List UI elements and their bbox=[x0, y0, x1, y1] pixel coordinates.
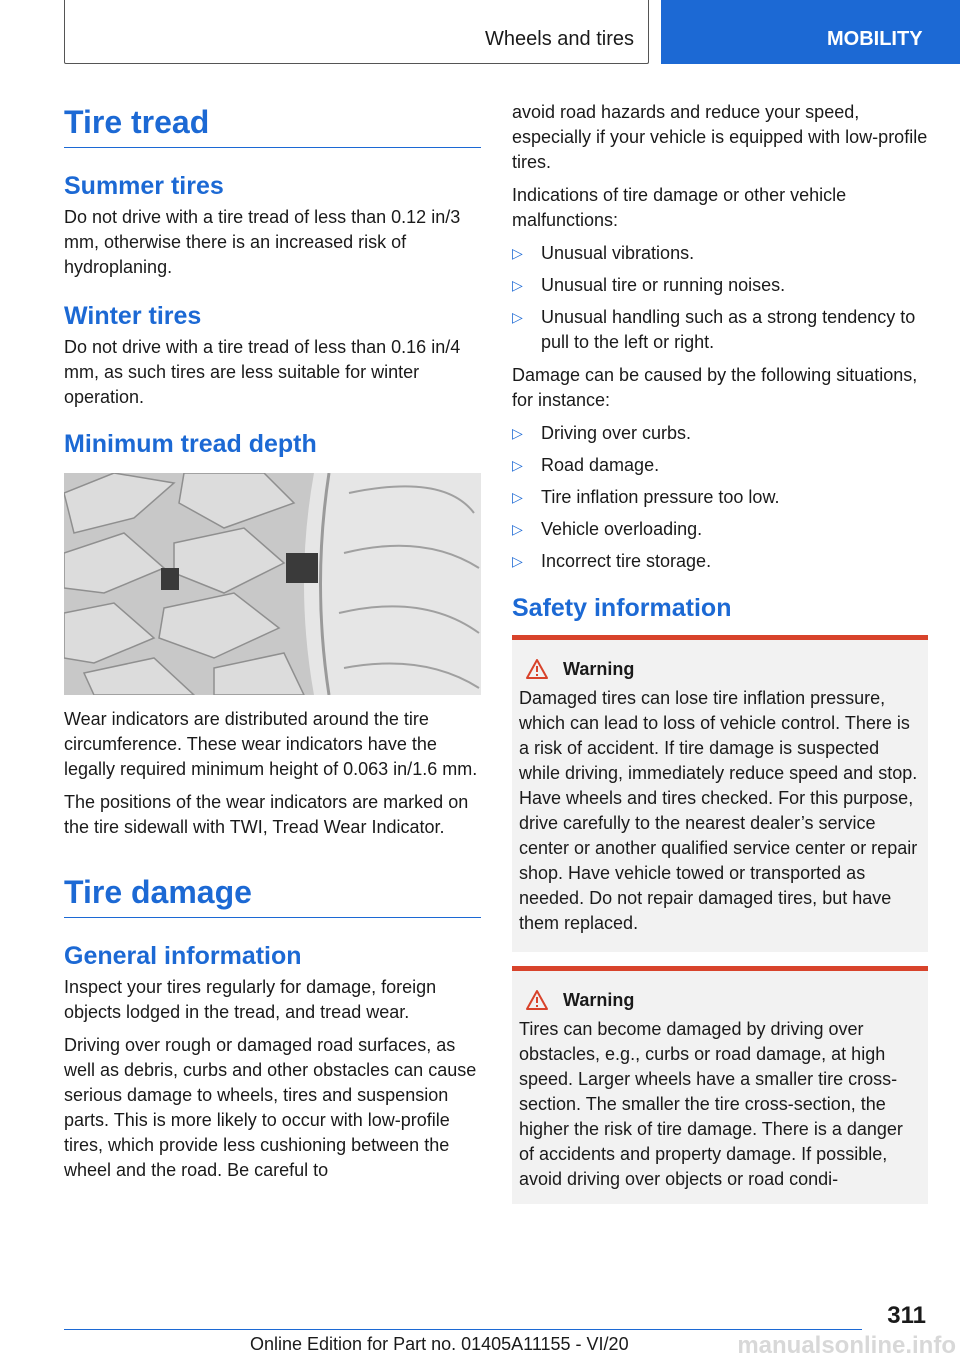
causes-list bbox=[512, 421, 928, 574]
indications-list bbox=[512, 241, 928, 355]
list-item: ▷ Incorrect tire storage. bbox=[512, 549, 928, 574]
warning-title: Warning bbox=[519, 989, 921, 1011]
triangle-bullet-icon: ▷ bbox=[512, 521, 523, 537]
title-tire-tread: Tire tread bbox=[64, 100, 481, 148]
tread-wear-indicator-image bbox=[64, 473, 481, 695]
list-item: ▷ Unusual vibrations. bbox=[512, 241, 928, 266]
causes-intro: Damage can be caused by the following situations, for instance: bbox=[512, 365, 918, 410]
list-item: ▷ Unusual tire or running noises. bbox=[512, 273, 928, 298]
heading-winter-tires: Winter tires bbox=[64, 302, 202, 330]
title-tire-damage: Tire damage bbox=[64, 870, 481, 918]
left-column bbox=[64, 100, 481, 1191]
heading-minimum-tread-depth: Minimum tread depth bbox=[64, 430, 317, 458]
min-text-2: The positions of the wear indicators are marked on the tire sidewall with TWI, Tread Wear Indicator. bbox=[64, 792, 469, 837]
watermark: manualsonline.info bbox=[737, 1332, 956, 1359]
header-chapter-tab: MOBILITY bbox=[661, 0, 960, 64]
summer-text: Do not drive with a tire tread of less than 0.12 in/3 mm, otherwise there is an increased risk of hydroplaning. bbox=[64, 207, 461, 277]
page-number: 311 bbox=[887, 1302, 926, 1329]
triangle-bullet-icon: ▷ bbox=[512, 425, 523, 441]
list-item: ▷ Unusual handling such as a strong tendency to pull to the left or right. bbox=[512, 307, 916, 352]
list-item: ▷ Tire inflation pressure too low. bbox=[512, 485, 928, 510]
warning-triangle-icon bbox=[525, 658, 549, 680]
continuation-text: avoid road hazards and reduce your speed, especially if your vehicle is equipped with low-profile tires. bbox=[512, 102, 928, 172]
triangle-bullet-icon: ▷ bbox=[512, 553, 523, 569]
heading-safety-information: Safety information bbox=[512, 594, 732, 622]
general-text-1: Inspect your tires regularly for damage, foreign objects lodged in the tread, and tread wear. bbox=[64, 977, 437, 1022]
general-text-2: Driving over rough or damaged road surfaces, as well as debris, curbs and other obstacles can cause serious damage to wheels, tires and suspension parts. This is more likely to occur with low-profile tires, which provide less cushioning between the wheel and the road. Be careful to bbox=[64, 1035, 477, 1180]
header-section-title: Wheels and tires bbox=[485, 28, 634, 50]
warning-box bbox=[512, 635, 928, 952]
list-item: ▷ Driving over curbs. bbox=[512, 421, 928, 446]
footer-divider bbox=[64, 1329, 862, 1330]
warning-text: Tires can become damaged by driving over obstacles, e.g., curbs or road damage, at high speed. Larger wheels have a smaller tire cross-section. The smaller the tire cross-section, the higher the risk of tire damage. There is a danger of accidents and property damage. If possible, avoid driving over objects or road condi- bbox=[519, 1019, 903, 1189]
heading-general-information: General information bbox=[64, 942, 302, 970]
list-item: ▷ Road damage. bbox=[512, 453, 928, 478]
warning-title: Warning bbox=[519, 658, 921, 680]
winter-text: Do not drive with a tire tread of less than 0.16 in/4 mm, as such tires are less suitable for winter operation. bbox=[64, 337, 461, 407]
footer-edition: Online Edition for Part no. 01405A11155 - VI/20 bbox=[250, 1334, 629, 1354]
triangle-bullet-icon: ▷ bbox=[512, 245, 523, 261]
warning-text: Damaged tires can lose tire inflation pressure, which can lead to loss of vehicle control. There is a risk of accident. If tire damage is suspected while driving, immediately reduce speed and stop. Have wheels and tires checked. For this purpose, drive carefully to the nearest dealer’s service center or another qualified service center or repair shop. Have vehicle towed or transported as needed. Do not repair damaged tires, but have them replaced. bbox=[519, 688, 918, 933]
triangle-bullet-icon: ▷ bbox=[512, 489, 523, 505]
indications-intro: Indications of tire damage or other vehicle malfunctions: bbox=[512, 185, 847, 230]
right-column bbox=[512, 100, 928, 1218]
triangle-bullet-icon: ▷ bbox=[512, 277, 523, 293]
header-section-box bbox=[64, 0, 649, 64]
heading-summer-tires: Summer tires bbox=[64, 172, 224, 200]
warning-triangle-icon bbox=[525, 989, 549, 1011]
warning-box bbox=[512, 966, 928, 1204]
triangle-bullet-icon: ▷ bbox=[512, 457, 523, 473]
triangle-bullet-icon: ▷ bbox=[512, 309, 523, 325]
list-item: ▷ Vehicle overloading. bbox=[512, 517, 928, 542]
min-text-1: Wear indicators are distributed around the tire circumference. These wear indicators have the legally required minimum height of 0.063 in/1.6 mm. bbox=[64, 709, 478, 779]
